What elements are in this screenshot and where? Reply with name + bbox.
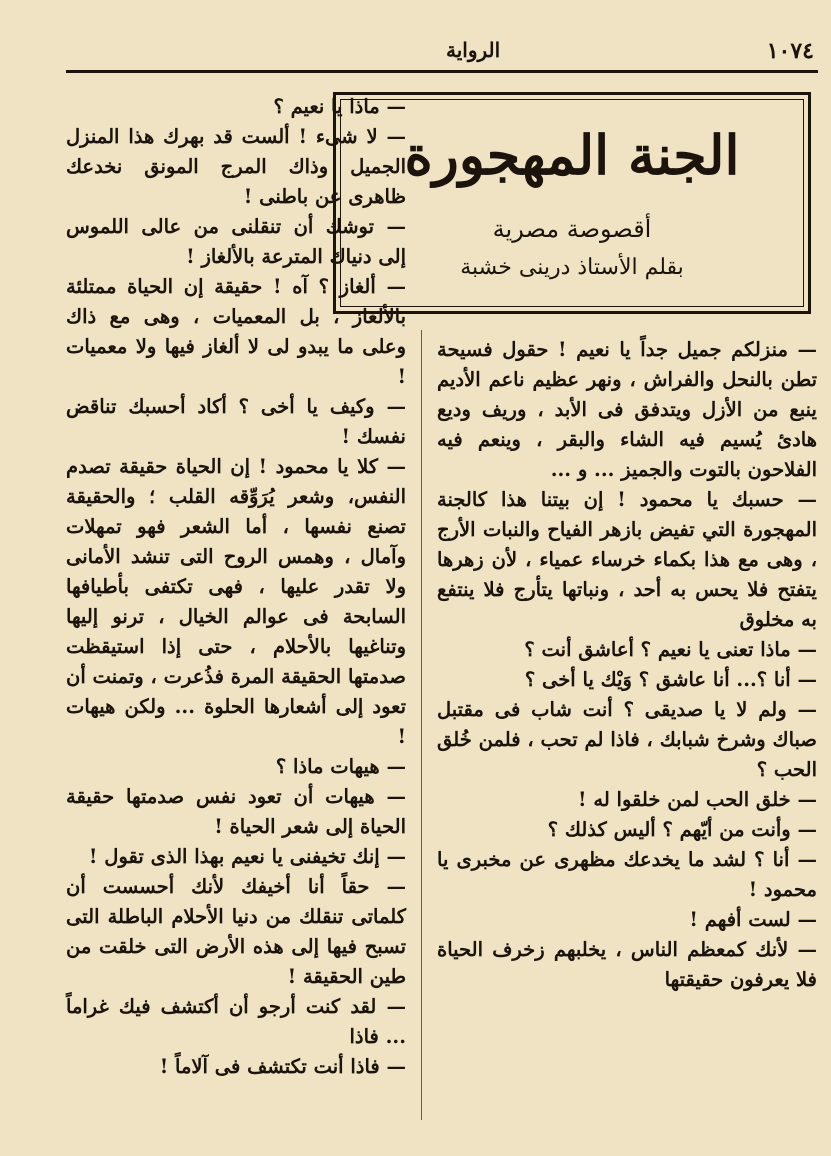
page-header xyxy=(66,34,818,73)
paragraph: — حقاً أنا أخيفك لأنك أحسست أن كلماتى تنقلك من دنيا الأحلام الباطلة التى تسبح فيها إلى هذه الأرض التى خلقت من طين الحقيقة ! xyxy=(66,875,406,988)
paragraph: — أنا ؟ لشد ما يخدعك مظهرى عن مخبرى يا محمود ! xyxy=(437,848,817,901)
column-divider xyxy=(421,330,422,1120)
left-column xyxy=(66,92,406,1082)
paragraph: — ولم لا يا صديقى ؟ أنت شاب فى مقتبل صباك وشرخ شبابك ، فاذا لم تحب ، فلمن خُلق الحب ؟ xyxy=(437,698,817,781)
story-title: الجنة المهجورة xyxy=(404,123,740,187)
paragraph: — ألغاز ؟ آه ! حقيقة إن الحياة ممتلئة بالألغاز ، بل المعميات ، وهى مع ذاك وعلى ما يبدو لى لا ألغاز فيها ولا معميات ! xyxy=(66,275,406,388)
paragraph: — فاذا أنت تكتشف فى آلاماً ! xyxy=(159,1055,406,1078)
paragraph: — منزلكم جميل جداً يا نعيم ! حقول فسيحة تطن بالنحل والفراش ، ونهر عظيم ناعم الأديم ينبع من الأزل ويتدفق فى الأبد ، وريف وديع هادئ يُسيم فيه الشاء والبقر ، وينعم فيه الفلاحون بالتوت والجميز ... و ... xyxy=(437,338,817,481)
paragraph: — لقد كنت أرجو أن أكتشف فيك غراماً ... فاذا xyxy=(66,995,406,1048)
paragraph: — خلق الحب لمن خلقوا له ! xyxy=(578,788,817,811)
paragraph: — أنا ؟... أنا عاشق ؟ وَيْك يا أخى ؟ xyxy=(524,668,817,691)
paragraph: — لأنك كمعظم الناس ، يخلبهم زخرف الحياة فلا يعرفون حقيقتها xyxy=(437,938,817,991)
paragraph: — إنك تخيفنى يا نعيم بهذا الذى تقول ! xyxy=(88,845,406,868)
paragraph: — لست أفهم ! xyxy=(689,908,817,931)
right-column xyxy=(437,335,817,995)
paragraph: — وأنت من أيّهم ؟ أليس كذلك ؟ xyxy=(547,818,817,841)
page-number: ١٠٧٤ xyxy=(766,38,814,64)
magazine-name: الرواية xyxy=(446,38,501,62)
paragraph: — توشك أن تنقلنى من عالى اللموس إلى دنياك المترعة بالألغاز ! xyxy=(66,215,406,268)
paragraph: — ماذا يا نعيم ؟ xyxy=(273,95,406,118)
paragraph: — هيهات أن تعود نفس صدمتها حقيقة الحياة إلى شعر الحياة ! xyxy=(66,785,406,838)
paragraph: — ماذا تعنى يا نعيم ؟ أعاشق أنت ؟ xyxy=(524,638,817,661)
paragraph: — هيهات ماذا ؟ xyxy=(275,755,406,778)
story-author: بقلم الأستاذ درينى خشبة xyxy=(460,255,684,280)
paragraph: — وكيف يا أخى ؟ أكاد أحسبك تناقض نفسك ! xyxy=(66,395,406,448)
paragraph: — كلا يا محمود ! إن الحياة حقيقة تصدم النفس، وشعر يُرَوِّقه القلب ؛ والحقيقة تصنع نفسها ، أما الشعر فهو تمهلات وآمال ، وهمس الروح التى تنشد الأمانى ولا تقدر عليها ، فهى تكتفى بأطيافها السابحة فى عوالم الخيال ، ترنو إليها وتناغيها بالأحلام ، حتى إذا استيقظت صدمتها الحقيقة المرة فذُعرت ، وتمنت أن تعود إلى أشعارها الحلوة ... ولكن هيهات ! xyxy=(66,455,406,748)
paragraph: — لا شىء ! ألست قد بهرك هذا المنزل الجميل وذاك المرج المونق نخدعك ظاهرى عن باطنى ! xyxy=(66,125,406,208)
story-subtitle: أقصوصة مصرية xyxy=(492,215,652,243)
paragraph: — حسبك يا محمود ! إن بيتنا هذا كالجنة المهجورة التي تفيض بازهر الفياح والنبات الأرج ، وهى مع هذا بكماء خرساء عمياء ، لأن زهرها يتفتح فلا يحس به أحد ، ونباتها يتأرج فلا ينتفع به مخلوق xyxy=(437,488,817,631)
